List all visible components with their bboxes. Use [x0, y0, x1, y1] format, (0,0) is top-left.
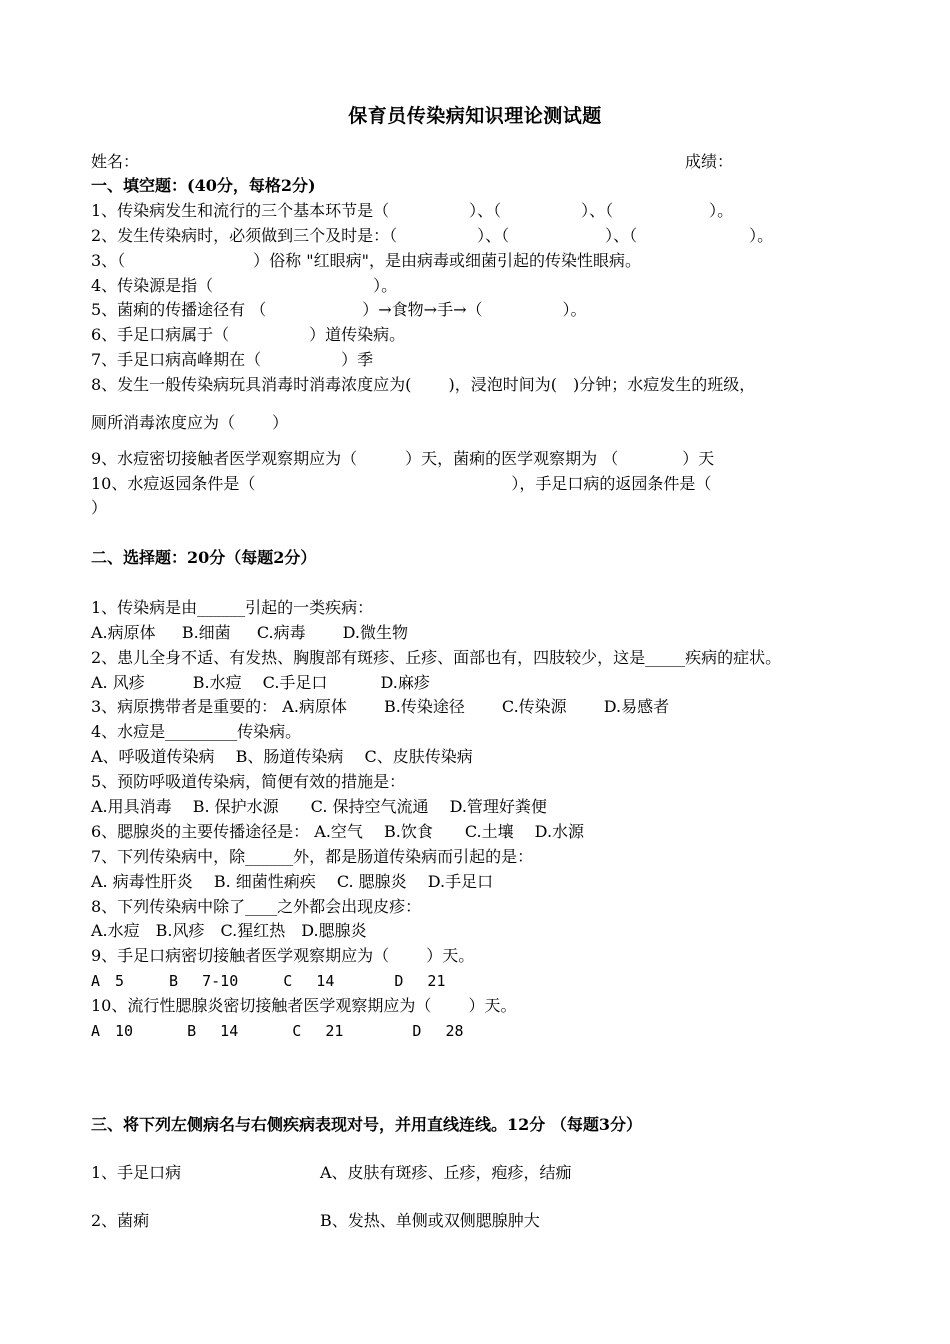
choice-question-10: 10、流行性腮腺炎密切接触者医学观察期应为（ ）天。 — [91, 996, 517, 1015]
fill-question-10: 10、水痘返园条件是（ ），手足口病的返园条件是（ — [91, 474, 712, 493]
choice-question-4: 4、水痘是_________传染病。 — [91, 722, 302, 741]
score-label: 成绩： — [685, 152, 734, 171]
fill-question-4: 4、传染源是指（ ）。 — [91, 276, 398, 295]
match-right-b: B、发热、单侧或双侧腮腺肿大 — [320, 1211, 540, 1230]
choice-options-10: A 10 B 14 C 21 D 28 — [91, 1022, 464, 1040]
choice-question-7: 7、下列传染病中，除______外，都是肠道传染病而引起的是： — [91, 847, 534, 866]
fill-question-10-cont: ） — [91, 498, 108, 517]
fill-question-1: 1、传染病发生和流行的三个基本环节是（ ）、（ ）、（ ）。 — [91, 201, 734, 220]
match-left-1: 1、手足口病 — [91, 1163, 182, 1182]
fill-question-8: 8、发生一般传染病玩具消毒时消毒浓度应为( )，浸泡时间为( )分钟；水痘发生的班级， — [91, 375, 756, 394]
choice-options-9: A 5 B 7-10 C 14 D 21 — [91, 972, 446, 990]
choice-options-8: A.水痘 B.风疹 C.猩红热 D.腮腺炎 — [91, 921, 367, 940]
fill-question-6: 6、手足口病属于（ ）道传染病。 — [91, 325, 406, 344]
page-title: 保育员传染病知识理论测试题 — [348, 105, 602, 127]
fill-question-8-cont: 厕所消毒浓度应为（ ） — [91, 413, 289, 432]
match-right-a: A、皮肤有斑疹、丘疹，疱疹，结痂 — [320, 1163, 572, 1182]
choice-options-4: A、呼吸道传染病 B、肠道传染病 C、皮肤传染病 — [91, 747, 473, 766]
fill-question-7: 7、手足口病高峰期在（ ）季 — [91, 350, 374, 369]
name-label: 姓名： — [91, 152, 140, 171]
section3-heading: 三、将下列左侧病名与右侧疾病表现对号，并用直线连线。12分 （每题3分） — [91, 1115, 642, 1134]
choice-question-9: 9、手足口病密切接触者医学观察期应为（ ）天。 — [91, 946, 475, 965]
choice-question-2: 2、患儿全身不适、有发热、胸腹部有斑疹、丘疹、面部也有，四肢较少，这是_____疾病的症状。 — [91, 648, 782, 667]
choice-question-6: 6、腮腺炎的主要传播途径是： A.空气 B.饮食 C.土壤 D.水源 — [91, 822, 585, 841]
choice-options-5: A.用具消毒 B. 保护水源 C. 保持空气流通 D.管理好粪便 — [91, 797, 547, 816]
choice-question-1: 1、传染病是由______引起的一类疾病： — [91, 598, 374, 617]
fill-question-9: 9、水痘密切接触者医学观察期应为（ ）天，菌痢的医学观察期为 （ ）天 — [91, 449, 715, 468]
choice-options-2: A. 风疹 B.水痘 C.手足口 D.麻疹 — [91, 673, 430, 692]
choice-options-7: A. 病毒性肝炎 B. 细菌性痢疾 C. 腮腺炎 D.手足口 — [91, 872, 494, 891]
fill-question-2: 2、发生传染病时，必须做到三个及时是：（ ）、（ ）、（ ）。 — [91, 226, 774, 245]
section2-heading: 二、选择题：20分（每题2分） — [91, 548, 317, 567]
match-left-2: 2、菌痢 — [91, 1211, 150, 1230]
choice-question-3: 3、病原携带者是重要的： A.病原体 B.传染途径 C.传染源 D.易感者 — [91, 697, 670, 716]
fill-question-5: 5、菌痢的传播途径有 （ ）→食物→手→（ ）。 — [91, 300, 587, 319]
fill-question-3: 3、（ ）俗称 "红眼病"，是由病毒或细菌引起的传染性眼病。 — [91, 251, 641, 270]
choice-options-1: A.病原体 B.细菌 C.病毒 D.微生物 — [91, 623, 409, 642]
choice-question-8: 8、下列传染病中除了____之外都会出现皮疹： — [91, 897, 422, 916]
section1-heading: 一、填空题：(40分，每格2分) — [91, 176, 316, 195]
choice-question-5: 5、预防呼吸道传染病，简便有效的措施是： — [91, 772, 406, 791]
